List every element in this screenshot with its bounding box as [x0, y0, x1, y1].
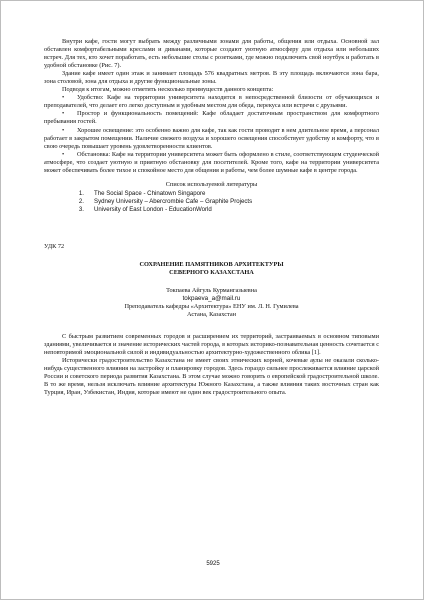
reference-number: 1.	[78, 189, 84, 197]
bullet-icon: •	[62, 110, 65, 118]
body-paragraph: Здание кафе имеет один этаж и занимает площадь 576 квадратных метров. В эту площадь включаются зона бара, зона столовой, зона для отдыха и другие функциональные зоны.	[44, 70, 379, 86]
reference-number: 3.	[78, 206, 84, 214]
article-title-line: СОХРАНЕНИЕ ПАМЯТНИКОВ АРХИТЕКТУРЫ	[139, 261, 284, 269]
reference-item	[44, 198, 379, 206]
bullet-text: Хорошее освещение: это особенно важно для кафе, так как гости проводят в нем длительное время, а персонал работает в закрытом помещении. Наличие свежего воздуха и хорошего освещения способствует удобству и комфорту, что в свою очередь повышает уровень удовлетворенности клиентов.	[44, 126, 379, 150]
page-number: 5925	[206, 561, 220, 567]
bullet-item	[44, 94, 379, 110]
body-paragraph: Внутри кафе, гости могут выбрать между различными зонами для работы, общения или отдыха. Основной зал обставлен комфортабельными креслами и диванами, которые создают уютную атмосферу для отдыха или небольших встреч. Для тех, кто хочет поработать, есть небольшие столы с розетками, где можно подключить свой ноутбук и работать в удобной обстановке (Рис. 7).	[44, 38, 379, 70]
bullet-item	[44, 127, 379, 151]
reference-text: Sydney University – Abercrombie Cafe – Graphite Projects	[94, 197, 253, 205]
article-title-line: СЕВЕРНОГО КАЗАХСТАНА	[169, 269, 254, 277]
references-list	[44, 190, 379, 214]
bullet-item	[44, 110, 379, 126]
author-name: Токпаева Айгуль Курмангазыевна	[166, 286, 257, 294]
reference-text: The Social Space - Chinatown Singapore	[94, 189, 206, 197]
author-affiliation: Преподаватель кафедры «Архитектура» ЕНУ им. Л. Н. Гумилева	[124, 303, 299, 311]
reference-item	[44, 206, 379, 214]
references-title: Список используемой литературы	[165, 180, 258, 188]
bullet-icon: •	[62, 94, 65, 102]
bullet-text: Простор и функциональность помещений: Кафе обладает достаточным пространством для комфортного пребывания гостей.	[44, 110, 379, 126]
reference-number: 2.	[78, 197, 84, 205]
body-paragraph: Исторически градостроительство Казахстана не имеет своих этнических корней, кочевые аулы не оказали сколько-нибудь существенного влияния на застройку и планировку городов. Здесь гораздо сильнее прослеживается влияние царской России и советского периода развития Казахстана. В этом случае можно говорить о европейской градостроительной школе. В то же время, нельзя исключать влияние архитектуры Южного Казахстана, а также влияния таких восточных стран как Турция, Иран, Узбекистан, Индия, которые имеют не один век градостроительного опыта.	[44, 356, 379, 397]
article-title	[44, 261, 379, 277]
author-city: Астана, Казахстан	[186, 311, 237, 319]
reference-text: University of East London - EducationWorld	[94, 206, 212, 214]
spacer	[44, 320, 379, 333]
reference-item	[44, 190, 379, 198]
author-block	[44, 287, 379, 320]
body-paragraph: С быстрым развитием современных городов и расширением их территорий, застраиваемых в основном типовыми зданиями, увеличивается и значение исторических частей города, в которых историко-познавательная ценность сочетается с неповторимой эмоциональной силой и индивидуальностью архитектурно-художественного облика [1].	[44, 332, 379, 356]
udk-code: УДК 72	[44, 243, 65, 251]
bullet-text: Обстановка: Кафе на территории университета может быть оформлено в стиле, соответствующем студенческой атмосфере, что создает уютную и приятную обстановку для посетителей. Кроме того, кафе на территории университета может обеспечивать более тихое и спокойное место для общения и работы, чем более шумные кафе в центре города.	[44, 150, 379, 174]
body-paragraph: Подводя к итогам, можно отметить несколько преимуществ данного концепта:	[62, 86, 274, 94]
bullet-text: Удобство: Кафе на территории университета находится в непосредственной близости от обучающихся и преподавателей, что делает его легко доступным и удобным местом для обеда, перекуса или встречи с друзьями.	[44, 94, 379, 110]
bullet-icon: •	[62, 126, 65, 134]
bullet-icon: •	[62, 150, 65, 158]
page-content	[44, 38, 379, 397]
bullet-item	[44, 151, 379, 175]
author-email: tokpaeva_a@mail.ru	[182, 294, 241, 302]
